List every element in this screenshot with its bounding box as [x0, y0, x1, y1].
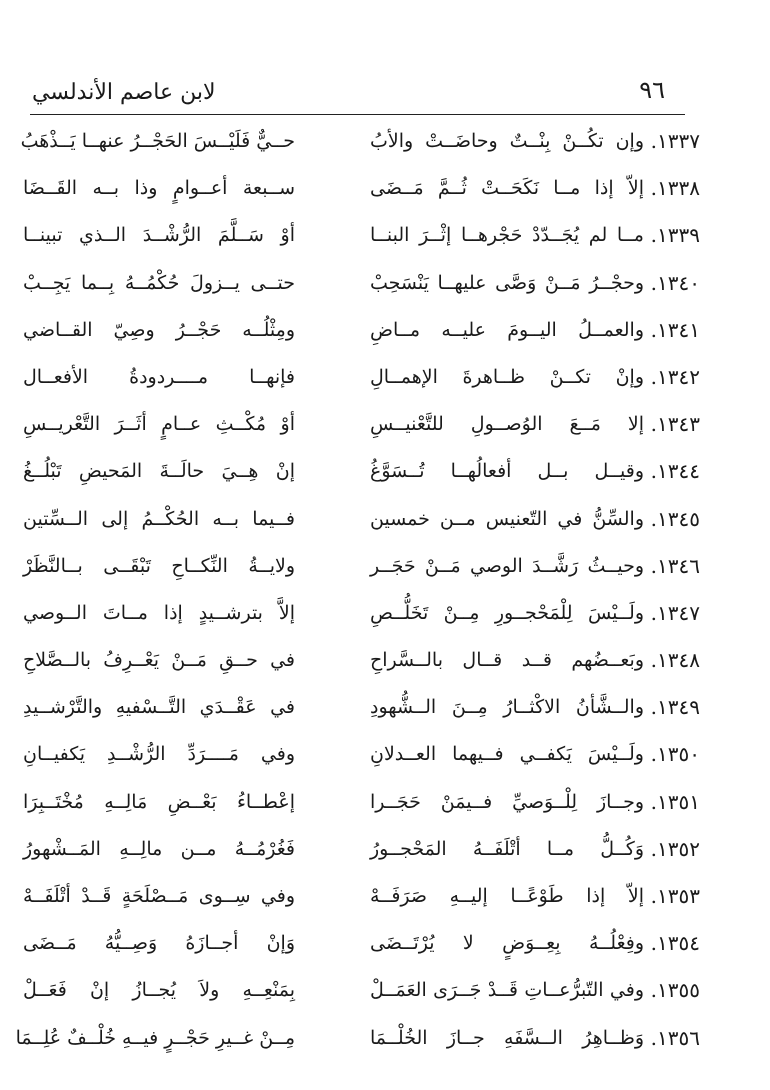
verse-second-hemistich: ولايــةُ النِّكــاحِ تَبْقَــى بــالنَّظَرْ: [23, 554, 295, 577]
verse-first-hemistich: وفِعْلُــهُ بِعِــوَضٍ لا يُرْتَــضَى: [370, 932, 644, 955]
verse-row: [20, 165, 700, 212]
verse-number: ١٣٤٦.: [650, 553, 700, 578]
verse-number: ١٣٥١.: [650, 789, 700, 814]
verse-number: ١٣٣٩.: [650, 223, 700, 248]
verse-row: [20, 448, 700, 495]
verse-second-hemistich: وفي مَــــرَدِّ الرُّشْــدِ يَكفيــانِ: [23, 743, 295, 766]
verse-first-hemistich: وإن تكُــنْ بِنْــتٌ وحاضَــتْ والأبُ: [370, 130, 644, 152]
verse-row: [20, 118, 700, 165]
verse-first-hemistich: وإنْ تكــنْ ظــاهرةَ الإهمــالِ: [370, 365, 644, 388]
verse-number: ١٣٤٢.: [650, 364, 700, 389]
verse-number: ١٣٤٧.: [650, 600, 700, 625]
verse-first-hemistich: ولَــيْسَ لِلْمَحْجــورِ مِــنْ تَخَلُّــصِ: [370, 601, 644, 624]
verse-row: [20, 543, 700, 590]
verse-first-hemistich: وَكُــلُّ مــا أتْلَفَــهُ المَحْجــورُ: [370, 837, 644, 860]
verse-second-hemistich: إعْطــاءُ بَعْــضِ مَالِــهِ مُخْتَــبِرَا: [23, 790, 295, 813]
verse-second-hemistich: في عَقْــدَي التَّــسْفيهِ والتَّرْشــيدِ: [23, 696, 295, 719]
verse-first-hemistich: مــا لم يُجَــدّدْ حَجْرهــا إثْــرَ البنــا: [370, 224, 644, 247]
verse-second-hemistich: فَغُرْمُــهُ مــن مالِــهِ المَــشْهورُ: [23, 837, 295, 860]
verse-row: [20, 637, 700, 684]
verse-first-hemistich: وفي التّبرُّعــاتِ قَــدْ جَــرَى العَمَــلْ: [370, 979, 644, 1002]
verse-second-hemistich: في حــقِ مَــنْ يَعْــرِفُ بالــصَّلاحِ: [23, 649, 295, 672]
verse-row: [20, 590, 700, 637]
verse-first-hemistich: إلا مَــعَ الوُصــولِ للتَّعْنيــسِ: [370, 413, 644, 436]
verse-row: [20, 684, 700, 731]
verse-second-hemistich: حــيٌّ فَلَيْــسَ الحَجْــرُ عنهــا يَــذْهَبُ: [20, 130, 295, 152]
verse-number: ١٣٥٤.: [650, 931, 700, 956]
verse-row: [20, 826, 700, 873]
verse-list: [15, 118, 700, 1062]
verse-row: [20, 779, 700, 826]
verse-number: ١٣٤١.: [650, 317, 700, 342]
verse-first-hemistich: والــشَّأنُ الاكْثــارُ مِــنَ الــشُّهودِ: [370, 696, 644, 719]
verse-second-hemistich: بِمَنْعِــهِ ولاَ يُجــازُ إنْ فَعَــلْ: [23, 979, 295, 1002]
verse-number: ١٣٤٠.: [650, 270, 700, 295]
verse-row: [20, 307, 700, 354]
verse-second-hemistich: ومِثْلُــه حَجْــرُ وصِيّ القــاضي: [23, 318, 295, 341]
verse-second-hemistich: مِــنْ غــيرِ حَجْــرٍ فيــهِ خُلْــفٌ عُلِــمَا: [15, 1026, 295, 1049]
verse-row: [20, 401, 700, 448]
verse-row: [20, 496, 700, 543]
verse-first-hemistich: وجــازَ لِلْــوَصيِّ فــيمَنْ حَجَــرا: [370, 790, 644, 813]
verse-row: [20, 920, 700, 967]
verse-first-hemistich: وبَعــضُهم قــد قــال بالــسَّراحِ: [370, 649, 644, 672]
verse-number: ١٣٤٩.: [650, 695, 700, 720]
verse-number: ١٣٥٠.: [650, 742, 700, 767]
verse-number: ١٣٤٥.: [650, 506, 700, 531]
verse-first-hemistich: وحيــثُ رَشَّــدَ الوصي مَــنْ حَجَــر: [370, 554, 644, 577]
verse-first-hemistich: ولَــيْسَ يَكفــي فــيهما العــدلانِ: [370, 743, 644, 766]
verse-number: ١٣٣٨.: [650, 176, 700, 201]
verse-number: ١٣٥٢.: [650, 836, 700, 861]
verse-first-hemistich: والعمــلُ اليــومَ عليــه مــاضِ: [370, 318, 644, 341]
verse-second-hemistich: إنْ هِــيَ حالَــةَ المَحيضِ تَبْلُــغُ: [23, 460, 295, 483]
verse-row: [20, 873, 700, 920]
verse-first-hemistich: والسِّنُّ في التّعنيس مــن خمسين: [370, 507, 644, 530]
verse-row: [20, 731, 700, 778]
verse-second-hemistich: حتــى يــزولَ حُكْمُــهُ بِــما يَجِــبْ: [23, 271, 295, 294]
verse-number: ١٣٥٥.: [650, 978, 700, 1003]
verse-second-hemistich: وفي سِــوى مَــصْلَحَةٍ قَــدْ أتْلَفَــهْ: [23, 885, 295, 907]
verse-second-hemistich: فــيما بــه الحُكْــمُ إلى الــسِّتين: [23, 507, 295, 530]
verse-first-hemistich: وَظــاهِرُ الــسَّفَهِ جــازَ الخُلْــمَا: [370, 1026, 644, 1049]
verse-number: ١٣٤٨.: [650, 648, 700, 673]
verse-second-hemistich: إلاَّ بترشــيدٍ إذا مــاتَ الــوصي: [23, 601, 295, 624]
verse-number: ١٣٤٤.: [650, 459, 700, 484]
verse-number: ١٣٤٣.: [650, 412, 700, 437]
page-header: [30, 70, 685, 115]
verse-first-hemistich: إلاّ إذا مــا نَكَحَــتْ ثُــمَّ مَــضَى: [370, 177, 644, 200]
verse-second-hemistich: أوْ سَــلَّمَ الرُّشْــدَ الــذي تبينــا: [23, 224, 295, 247]
verse-second-hemistich: أوْ مُكْــثِ عــامٍ أثَــرَ التَّعْريــسِ: [23, 413, 295, 436]
running-title: لابن عاصم الأندلسي: [32, 80, 216, 105]
verse-first-hemistich: وقيــل بــل أفعالُهــا تُــسَوَّغُ: [370, 460, 644, 483]
verse-first-hemistich: إلاّ إذا طَوْعًــا إليــهِ صَرَفَــهْ: [370, 885, 644, 907]
verse-row: [20, 212, 700, 259]
verse-first-hemistich: وحجْــرُ مَــنْ وَصَّى عليهــا يَنْسَحِبْ: [370, 271, 644, 294]
verse-second-hemistich: وَإنْ أجــازَهُ وَصِــيُّهُ مَــضَى: [23, 932, 295, 955]
verse-row: [20, 260, 700, 307]
verse-row: [15, 1015, 700, 1062]
verse-second-hemistich: ســبعة أعــوامٍ وذا بــه القَــضَا: [23, 177, 295, 200]
verse-number: ١٣٥٣.: [650, 884, 700, 908]
verse-row: [20, 967, 700, 1014]
page-number: ٩٦: [639, 76, 665, 104]
verse-row: [20, 354, 700, 401]
verse-number: ١٣٣٧.: [650, 129, 700, 153]
verse-number: ١٣٥٦.: [650, 1025, 700, 1050]
verse-second-hemistich: فإنهــا مــــردودةُ الأفعــال: [23, 365, 295, 388]
